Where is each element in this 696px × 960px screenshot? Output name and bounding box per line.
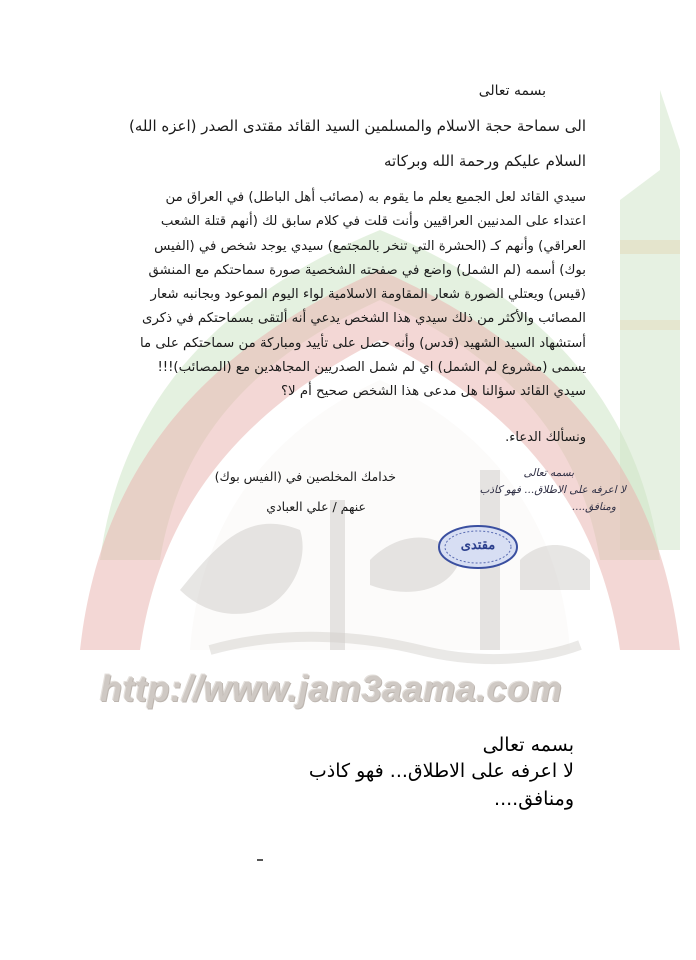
signer-line: عنهم / علي العبادي <box>266 499 366 514</box>
body-line: بوك) أسمه (لم الشمل) واضع في صفحته الشخصية صورة سماحتكم مع المنشق <box>148 262 586 278</box>
closing-prayer: ونسألك الدعاء. <box>505 430 586 445</box>
watermark-url: http://www.jam3aama.com <box>100 668 563 709</box>
body-line: المصائب والأكثر من ذلك سيدي هذا الشخص يدعي أنه ألتقى بسماحتكم في ذكرى <box>142 311 586 327</box>
handwritten-line: بسمه تعالى <box>523 467 574 479</box>
handwritten-line: ومنافق.... <box>571 501 616 513</box>
body-line: (قيس) ويعتلي الصورة شعار المقاومة الاسلامية لواء اليوم الموعود وبجانبه شعار <box>150 287 586 303</box>
seal-text: مقتدى <box>460 538 496 553</box>
stray-mark <box>257 859 263 861</box>
letter-basmala: بسمه تعالى <box>478 83 546 99</box>
body-line: سيدي القائد لعل الجميع يعلم ما يقوم به (مصائب أهل الباطل) في العراق من <box>165 190 586 205</box>
body-line: العراقي) وأنهم كـ (الحشرة التي تنخر بالمجتمع) سيدي يوجد شخص في (الفيس <box>154 238 586 254</box>
body-line: سيدي القائد سؤالنا هل مدعى هذا الشخص صحيح أم لا؟ <box>280 384 586 400</box>
typed-reply-line: بسمه تعالى <box>482 734 574 756</box>
body-line: أستشهاد السيد الشهيد (قدس) وأنه حصل على تأييد ومباركة من سماحتكم على ما <box>139 335 586 351</box>
body-line: اعتداء على المدنيين العراقيين وأنت قلت في كلام سابق لك (أنهم قتلة الشعب <box>160 214 586 230</box>
handwritten-reply <box>366 465 626 516</box>
typed-reply-line: لا اعرفه على الاطلاق... فهو كاذب <box>308 760 574 782</box>
typed-reply-line: ومنافق.... <box>494 788 574 810</box>
handwritten-line: لا اعرفه على الاطلاق... فهو كاذب <box>479 484 626 496</box>
servants-line: خدامك المخلصين في (الفيس بوك) <box>214 469 396 484</box>
official-seal <box>437 524 519 570</box>
body-line: يسمى (مشروع لم الشمل) اي لم شمل الصدريين المجاهدين مع (المصائب)!!! <box>157 360 586 376</box>
watermark-minaret-band <box>620 240 680 254</box>
letter-greeting: السلام عليكم ورحمة الله وبركاته <box>384 152 586 170</box>
letter-body <box>102 186 586 405</box>
letter-addressee: الى سماحة حجة الاسلام والمسلمين السيد القائد مقتدى الصدر (اعزه الله) <box>129 117 586 135</box>
